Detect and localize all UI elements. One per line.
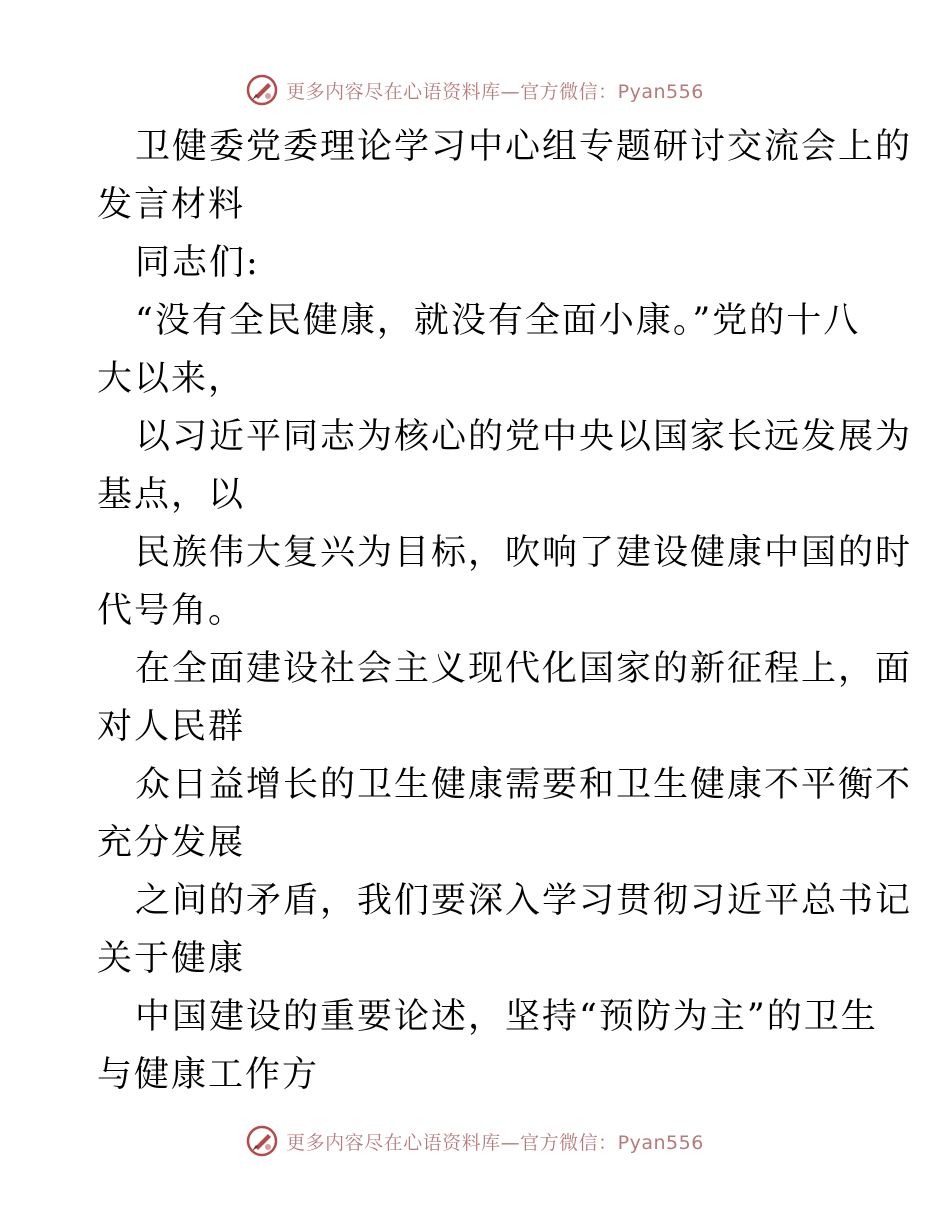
watermark-text: 更多内容尽在心语资料库—官方微信：Pyan556 [286, 80, 704, 103]
header-watermark [0, 70, 950, 110]
watermark-text: 更多内容尽在心语资料库—官方微信：Pyan556 [286, 1131, 704, 1154]
text-line: 发言材料 [97, 185, 246, 225]
brand-logo-icon [246, 74, 278, 106]
text-line: 中国建设的重要论述，坚持“预防为主”的卫生 [135, 997, 878, 1037]
document-body [97, 118, 913, 1104]
text-line: 以习近平同志为核心的党中央以国家长远发展为 [135, 417, 913, 457]
text-line: 基点，以 [97, 475, 246, 515]
text-line: 与健康工作方 [97, 1055, 320, 1095]
text-line: 在全面建设社会主义现代化国家的新征程上，面 [135, 649, 913, 689]
text-line: 对人民群 [97, 707, 246, 747]
text-line: 充分发展 [97, 823, 246, 863]
text-line: 之间的矛盾，我们要深入学习贯彻习近平总书记 [135, 881, 913, 921]
text-line: 大以来， [97, 359, 246, 399]
footer-watermark [0, 1121, 950, 1161]
text-line: 关于健康 [97, 939, 246, 979]
brand-logo-icon [246, 1125, 278, 1157]
text-line: 同志们: [135, 243, 260, 283]
text-line: 众日益增长的卫生健康需要和卫生健康不平衡不 [135, 765, 913, 805]
text-line: 代号角。 [97, 591, 246, 631]
text-line: 卫健委党委理论学习中心组专题研讨交流会上的 [135, 127, 913, 167]
text-line: “没有全民健康，就没有全面小康。”党的十八 [135, 301, 861, 341]
text-line: 民族伟大复兴为目标，吹响了建设健康中国的时 [135, 533, 913, 573]
